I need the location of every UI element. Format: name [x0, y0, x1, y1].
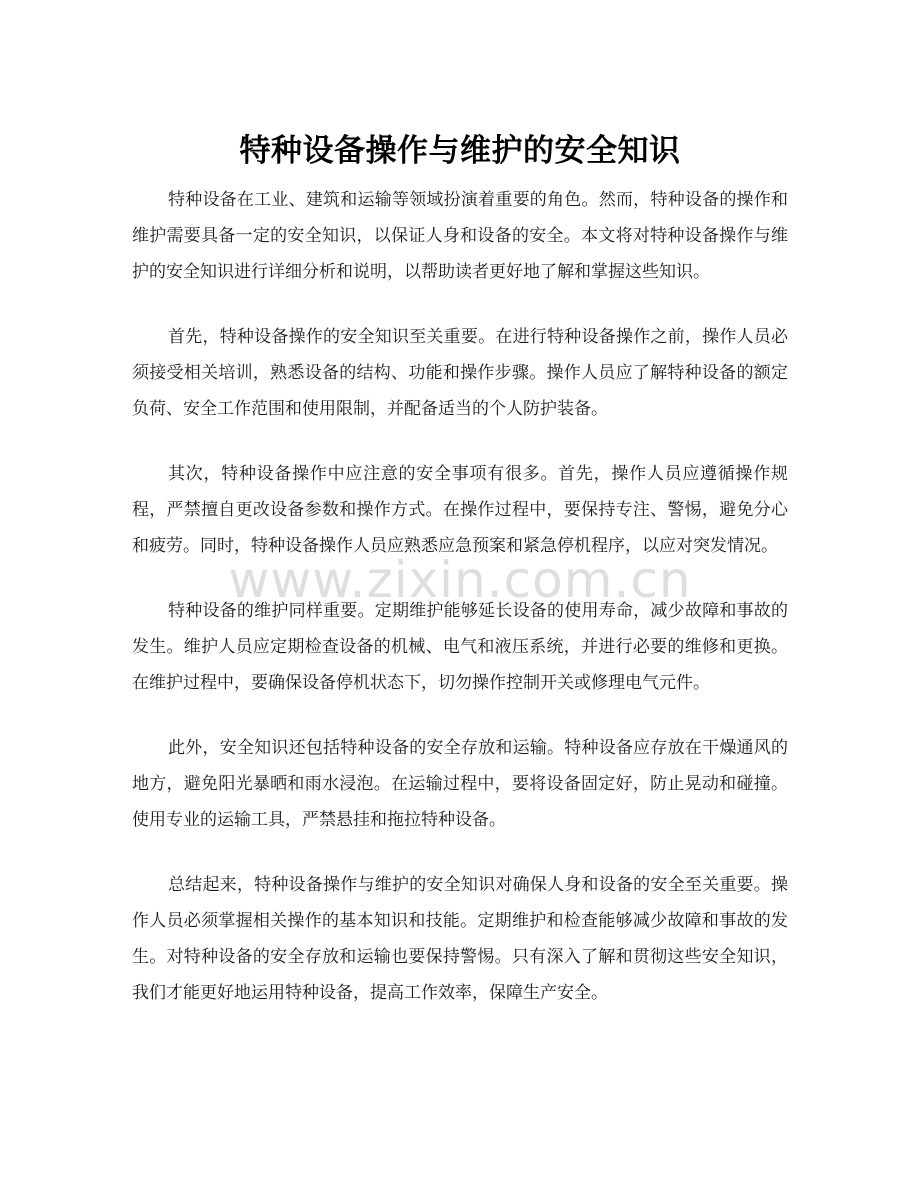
- document-title: 特种设备操作与维护的安全知识: [239, 132, 681, 169]
- paragraph-storage-transport: 此外，安全知识还包括特种设备的安全存放和运输。特种设备应存放在干燥通风的地方，避免阳光暴晒和雨水浸泡。在运输过程中，要将设备固定好，防止晃动和碰撞。使用专业的运输工具，严禁悬挂和拖拉特种设备。: [132, 738, 788, 830]
- watermark: www.zixin.com.cn: [228, 551, 692, 609]
- paragraph-intro: 特种设备在工业、建筑和运输等领域扮演着重要的角色。然而，特种设备的操作和维护需要具备一定的安全知识，以保证人身和设备的安全。本文将对特种设备操作与维护的安全知识进行详细分析和说明，以帮助读者更好地了解和掌握这些知识。: [132, 190, 788, 282]
- paragraph-operation-knowledge: 首先，特种设备操作的安全知识至关重要。在进行特种设备操作之前，操作人员必须接受相关培训，熟悉设备的结构、功能和操作步骤。操作人员应了解特种设备的额定负荷、安全工作范围和使用限制，并配备适当的个人防护装备。: [132, 327, 788, 419]
- document-body: [132, 182, 788, 1040]
- paragraph-conclusion: 总结起来，特种设备操作与维护的安全知识对确保人身和设备的安全至关重要。操作人员必须掌握相关操作的基本知识和技能。定期维护和检查能够减少故障和事故的发生。对特种设备的安全存放和运输也要保持警惕。只有深入了解和贯彻这些安全知识，我们才能更好地运用特种设备，提高工作效率，保障生产安全。: [132, 875, 788, 1003]
- paragraph-maintenance: 特种设备的维护同样重要。定期维护能够延长设备的使用寿命，减少故障和事故的发生。维护人员应定期检查设备的机械、电气和液压系统，并进行必要的维修和更换。在维护过程中，要确保设备停机状态下，切勿操作控制开关或修理电气元件。: [132, 601, 788, 693]
- paragraph-operation-precautions: 其次，特种设备操作中应注意的安全事项有很多。首先，操作人员应遵循操作规程，严禁擅自更改设备参数和操作方式。在操作过程中，要保持专注、警惕，避免分心和疲劳。同时，特种设备操作人员应熟悉应急预案和紧急停机程序，以应对突发情况。: [132, 464, 788, 556]
